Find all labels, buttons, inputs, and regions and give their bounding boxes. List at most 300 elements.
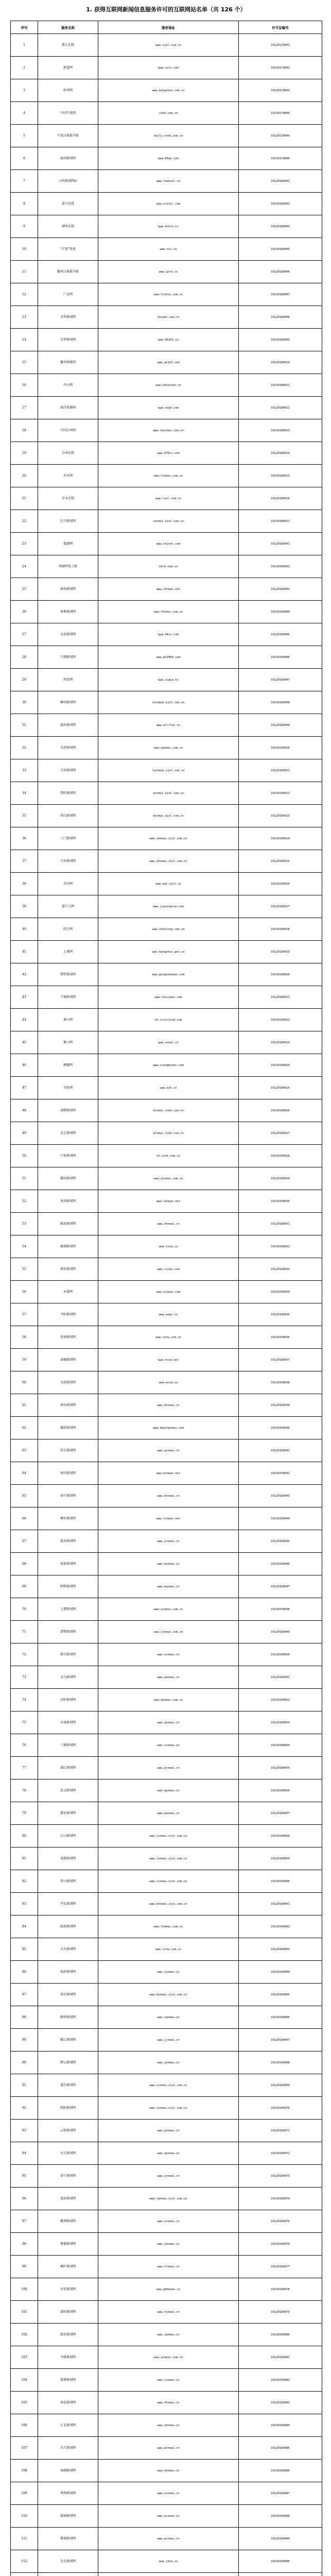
- cell-name: 文武新闻网: [38, 623, 98, 646]
- cell-license: 33120190048: [239, 1598, 322, 1621]
- cell-name: 台州在线: [38, 442, 98, 465]
- table-row: [11, 2460, 322, 2482]
- cell-seq: 97: [11, 2210, 38, 2233]
- cell-license: 33120180015: [239, 465, 322, 487]
- table-row: [11, 941, 322, 963]
- cell-name: 温州新闻网: [38, 147, 98, 170]
- cell-license: 33120190065: [239, 1984, 322, 2006]
- cell-name: 路桥新闻网: [38, 2006, 98, 2029]
- cell-license: 33120190005: [239, 623, 322, 646]
- cell-name: 平湖新闻网: [38, 646, 98, 669]
- cell-url: www.nhjnet.com: [98, 533, 239, 555]
- cell-name: 瑞洋资源网: [38, 397, 98, 419]
- table-row: [11, 1870, 322, 1893]
- cell-url: www.yynews.com.cn: [98, 2346, 239, 2369]
- table-row: [11, 215, 322, 238]
- cell-name: 吴兴新闻网: [38, 2437, 98, 2460]
- cell-license: 33120190021: [239, 986, 322, 1009]
- cell-license: 33120190062: [239, 1916, 322, 1938]
- cell-url: www.zhoushan.cn: [98, 374, 239, 397]
- table-row: [11, 1666, 322, 1689]
- cell-seq: 49: [11, 1122, 38, 1145]
- cell-name: 嘉善新闻网: [38, 1530, 98, 1553]
- table-row: [11, 1485, 322, 1507]
- cell-name: 嘉兴人网: [38, 895, 98, 918]
- cell-name: [38, 2573, 98, 2576]
- cell-seq: 39: [11, 895, 38, 918]
- cell-seq: 30: [11, 691, 38, 714]
- table-row: [11, 1235, 322, 1258]
- cell-url: www.txnews.net: [98, 1507, 239, 1530]
- cell-license: 33120190051: [239, 1666, 322, 1689]
- cell-license: 33120190080: [239, 2324, 322, 2346]
- cell-seq: 61: [11, 1394, 38, 1417]
- cell-url: www.nhnews.cn: [98, 2460, 239, 2482]
- cell-seq: 45: [11, 1031, 38, 1054]
- cell-seq: 2: [11, 57, 38, 79]
- cell-license: 33120190060: [239, 1870, 322, 1893]
- cell-url: www.qynews.cn: [98, 2142, 239, 2165]
- cell-url: www.wzpy.cn: [98, 1303, 239, 1326]
- cell-name: 三门新闻网: [38, 827, 98, 850]
- cell-license: 33120180014: [239, 442, 322, 465]
- table-row: [11, 1371, 322, 1394]
- cell-license: 33120190028: [239, 1145, 322, 1167]
- table-row: [11, 1734, 322, 1757]
- cell-name: 泰顺新闻网: [38, 1349, 98, 1371]
- cell-url: www.zjnews.com.cn: [98, 1621, 239, 1643]
- cell-name: 黄岩新闻网: [38, 1984, 98, 2006]
- table-row: [11, 1553, 322, 1575]
- cell-url: dsnews.zjol.com.cn: [98, 805, 239, 827]
- cell-license: 33120190074: [239, 2188, 322, 2210]
- table-row: [11, 125, 322, 147]
- table-row: [11, 57, 322, 79]
- cell-name: 金华新闻网: [38, 329, 98, 351]
- cell-seq: 100: [11, 2278, 38, 2301]
- cell-license: 33120180011: [239, 374, 322, 397]
- cell-license: 33120190067: [239, 2029, 322, 2052]
- cell-url: cnnb.com.cn: [98, 102, 239, 125]
- cell-url: www.dtnews.cn: [98, 1394, 239, 1417]
- table-row: [11, 2573, 322, 2576]
- cell-url: www.jynews.cn: [98, 2052, 239, 2074]
- cell-seq: 68: [11, 1553, 38, 1575]
- table-row: [11, 419, 322, 442]
- cell-name: 湘湖网: [38, 1054, 98, 1077]
- table-header-row: [11, 21, 322, 34]
- table-body: [11, 34, 322, 2576]
- cell-url: www.scnews.zjol.com.cn: [98, 2074, 239, 2097]
- cell-license: 33120190001: [239, 533, 322, 555]
- cell-url: www.lanews.cn: [98, 2324, 239, 2346]
- table-row: [11, 2301, 322, 2324]
- cell-license: 33120190088: [239, 2505, 322, 2528]
- table-row: [11, 1530, 322, 1553]
- cell-license: 33120190027: [239, 1122, 322, 1145]
- cell-license: 33120190050: [239, 1643, 322, 1666]
- cell-license: 33120190040: [239, 1417, 322, 1439]
- cell-license: 33120190076: [239, 2233, 322, 2256]
- cell-license: 33120190043: [239, 1485, 322, 1507]
- cell-seq: 42: [11, 963, 38, 986]
- cell-name: 椒江新闻网: [38, 2029, 98, 2052]
- cell-name: 嵊州新闻网: [38, 691, 98, 714]
- cell-name: 星木在线: [38, 487, 98, 510]
- cell-url: blnews.cnnb.com.cn: [98, 1122, 239, 1145]
- table-row: [11, 2392, 322, 2414]
- table-row: [11, 102, 322, 125]
- page-title: 1. 获得互联网新闻信息服务许可的互联网站名单（共 126 个）: [86, 6, 246, 13]
- license-table: [10, 21, 322, 2576]
- cell-seq: 54: [11, 1235, 38, 1258]
- table-row: [11, 1984, 322, 2006]
- cell-seq: 34: [11, 782, 38, 805]
- cell-url: www.lxnews.cn: [98, 1734, 239, 1757]
- cell-name: 瑞安新闻网: [38, 1258, 98, 1281]
- cell-license: 33120190004: [239, 601, 322, 623]
- cell-seq: 105: [11, 2392, 38, 2414]
- cell-name: 安吉新闻网: [38, 1439, 98, 1462]
- table-row: [11, 2324, 322, 2346]
- cell-seq: 56: [11, 1281, 38, 1303]
- cell-license: 33120190031: [239, 1213, 322, 1235]
- cell-license: 33120190017: [239, 895, 322, 918]
- cell-name: 海盐新闻网: [38, 1553, 98, 1575]
- table-row: [11, 1190, 322, 1213]
- cell-license: 33120190075: [239, 2210, 322, 2233]
- cell-url: www.yhnews.cn: [98, 2120, 239, 2142]
- cell-seq: 112: [11, 2550, 38, 2573]
- cell-license: 33120190086: [239, 2460, 322, 2482]
- cell-seq: 72: [11, 1643, 38, 1666]
- cell-seq: 14: [11, 329, 38, 351]
- cell-license: 33120180006: [239, 261, 322, 283]
- cell-seq: 55: [11, 1258, 38, 1281]
- cell-name: 岱山新闻网: [38, 805, 98, 827]
- cell-seq: 31: [11, 714, 38, 737]
- cell-name: 永嘉网: [38, 1281, 98, 1303]
- cell-name: 武义新闻网: [38, 1780, 98, 1802]
- cell-name: 奉化新闻网: [38, 2392, 98, 2414]
- cell-seq: 44: [11, 1009, 38, 1031]
- cell-seq: 9: [11, 215, 38, 238]
- cell-url: www.xcnews.cn: [98, 1643, 239, 1666]
- cell-license: 33120180001: [239, 170, 322, 193]
- cell-seq: 67: [11, 1530, 38, 1553]
- cell-name: 天台新闻网: [38, 1938, 98, 1961]
- cell-name: 景宁新闻网: [38, 2165, 98, 2188]
- cell-url: www.jnnews.cn: [98, 2165, 239, 2188]
- cell-seq: 71: [11, 1621, 38, 1643]
- cell-license: 33120180003: [239, 215, 322, 238]
- table-row: [11, 283, 322, 306]
- cell-url: www.lsol.com.cn: [98, 487, 239, 510]
- cell-license: 33120170003: [239, 79, 322, 102]
- cell-license: 33120190054: [239, 1734, 322, 1757]
- cell-seq: 90: [11, 2052, 38, 2074]
- cell-name: 广众网: [38, 283, 98, 306]
- cell-url: www.tsxw.net: [98, 1349, 239, 1371]
- cell-license: 33120190009: [239, 714, 322, 737]
- cell-url: www.ywnews.cn: [98, 1666, 239, 1689]
- cell-name: 庆元新闻网: [38, 2142, 98, 2165]
- cell-url: www.qdhnews.cn: [98, 2278, 239, 2301]
- table-row: [11, 873, 322, 895]
- cell-license: [239, 2573, 322, 2576]
- table-row: [11, 1394, 322, 1417]
- cell-url: www.cnjxol.com: [98, 193, 239, 215]
- table-row: [11, 1757, 322, 1780]
- table-row: [11, 805, 322, 827]
- cell-name: 遂昌新闻网: [38, 2074, 98, 2097]
- cell-seq: 95: [11, 2165, 38, 2188]
- cell-seq: 18: [11, 419, 38, 442]
- cell-name: 象山网: [38, 1031, 98, 1054]
- cell-url: www.csnews.zjol.com.cn: [98, 1870, 239, 1893]
- cell-seq: 46: [11, 1054, 38, 1077]
- table-row: [11, 1961, 322, 1984]
- cell-license: 33120190030: [239, 1190, 322, 1213]
- table-row: [11, 1303, 322, 1326]
- cell-name: 建德新闻网: [38, 2233, 98, 2256]
- cell-name: 瓯海新闻网: [38, 1213, 98, 1235]
- cell-name: 义乌新闻网: [38, 1666, 98, 1689]
- cell-license: 33120190079: [239, 2301, 322, 2324]
- cell-license: 33120190022: [239, 1009, 322, 1031]
- table-row: [11, 986, 322, 1009]
- cell-license: 33120190019: [239, 941, 322, 963]
- cell-license: 33120190002: [239, 555, 322, 578]
- cell-url: www.jsnews.cn: [98, 1530, 239, 1553]
- table-row: [11, 510, 322, 533]
- cell-seq: 3: [11, 79, 38, 102]
- cell-seq: 82: [11, 1870, 38, 1893]
- cell-name: 兰溪新闻网: [38, 1734, 98, 1757]
- cell-name: 奉都新闻网: [38, 601, 98, 623]
- table-row: [11, 1077, 322, 1099]
- cell-license: 33120190049: [239, 1621, 322, 1643]
- cell-name: 小时新闻网站: [38, 170, 98, 193]
- cell-url: www.yjnews.com: [98, 1281, 239, 1303]
- cell-name: 拱墅新闻网: [38, 963, 98, 986]
- cell-seq: 84: [11, 1916, 38, 1938]
- table-row: [11, 1825, 322, 1848]
- table-row: [11, 1643, 322, 1666]
- cell-seq: 66: [11, 1507, 38, 1530]
- cell-name: 宁海新闻网: [38, 1145, 98, 1167]
- cell-url: www.wcnews.cn: [98, 2528, 239, 2550]
- cell-name: 嵊泗新闻网: [38, 2210, 98, 2233]
- cell-seq: 64: [11, 1462, 38, 1485]
- cell-license: 33120190037: [239, 1349, 322, 1371]
- table-row: [11, 2006, 322, 2029]
- header-license: 许可证编号: [239, 21, 322, 34]
- table-row: [11, 1439, 322, 1462]
- cell-name: 下城新闻网: [38, 986, 98, 1009]
- cell-seq: 35: [11, 805, 38, 827]
- cell-url: lyxnews.zjol.com.cn: [98, 759, 239, 782]
- cell-name: 永康新闻网: [38, 1711, 98, 1734]
- header-seq: 序号: [11, 21, 38, 34]
- cell-name: 西瓜网: [38, 669, 98, 691]
- cell-license: 33120180016: [239, 487, 322, 510]
- cell-seq: 87: [11, 1984, 38, 2006]
- cell-name: 龙游新闻网: [38, 1848, 98, 1870]
- table-row: [11, 261, 322, 283]
- table-row: [11, 2528, 322, 2550]
- cell-name: 文成新闻网: [38, 1371, 98, 1394]
- cell-seq: 80: [11, 1825, 38, 1848]
- cell-seq: 75: [11, 1711, 38, 1734]
- cell-name: 温岭新闻网: [38, 714, 98, 737]
- cell-seq: 41: [11, 941, 38, 963]
- cell-seq: 24: [11, 555, 38, 578]
- cell-url: www.94sz.com: [98, 623, 239, 646]
- cell-url: www.ruian.com: [98, 1258, 239, 1281]
- cell-seq: 103: [11, 2346, 38, 2369]
- cell-name: 金华新闻网: [38, 306, 98, 329]
- cell-name: 嘉湖网: [38, 533, 98, 555]
- cell-url: www.xznews.cn: [98, 2482, 239, 2505]
- cell-name: 玉环新闻网: [38, 759, 98, 782]
- cell-seq: [11, 2573, 38, 2576]
- cell-license: 33120190045: [239, 1530, 322, 1553]
- cell-name: 浙江在线: [38, 34, 98, 57]
- cell-url: www.96331.cn: [98, 329, 239, 351]
- table-row: [11, 1938, 322, 1961]
- table-row: [11, 1575, 322, 1598]
- cell-seq: 38: [11, 873, 38, 895]
- table-row: [11, 397, 322, 419]
- cell-name: 江北新闻网: [38, 2414, 98, 2437]
- table-row: [11, 1122, 322, 1145]
- table-row: [11, 895, 322, 918]
- cell-url: www.nxnews.net: [98, 1462, 239, 1485]
- cell-license: 33120190059: [239, 1848, 322, 1870]
- cell-url: www.jbnews.cn: [98, 2414, 239, 2437]
- table-row: [11, 79, 322, 102]
- cell-seq: 88: [11, 2006, 38, 2029]
- cell-url: www.lqnews.cn: [98, 2006, 239, 2029]
- table-row: [11, 963, 322, 986]
- cell-name: 桐乡新闻网: [38, 1507, 98, 1530]
- table-row: [11, 193, 322, 215]
- cell-url: www.jdxw.cn: [98, 2550, 239, 2573]
- cell-url: daily.cnnb.com.cn: [98, 125, 239, 147]
- cell-url: www.smnews.zjol.com.cn: [98, 827, 239, 850]
- cell-url: www.lhnews.com.cn: [98, 1916, 239, 1938]
- cell-seq: 17: [11, 397, 38, 419]
- cell-url: www.eyh.cn: [98, 1077, 239, 1099]
- table-row: [11, 669, 322, 691]
- table-row: [11, 1848, 322, 1870]
- cell-name: 衢州日报数字报: [38, 261, 98, 283]
- cell-seq: 7: [11, 170, 38, 193]
- cell-url: www.yknews.cn: [98, 1711, 239, 1734]
- cell-license: 33120190035: [239, 1303, 322, 1326]
- cell-seq: 23: [11, 533, 38, 555]
- cell-url: www.kqnews.cn: [98, 1575, 239, 1598]
- cell-url: [98, 2573, 239, 2576]
- cell-name: 东阳新闻网: [38, 1689, 98, 1711]
- cell-url: www.lqnews.zjol.com.cn: [98, 2188, 239, 2210]
- cell-name: 浦江新闻网: [38, 1757, 98, 1780]
- cell-license: 33120190071: [239, 2120, 322, 2142]
- table-row: [11, 623, 322, 646]
- cell-seq: 106: [11, 2414, 38, 2437]
- table-row: [11, 465, 322, 487]
- table-row: [11, 1462, 322, 1485]
- cell-license: 33120190044: [239, 1507, 322, 1530]
- cell-name: 上虞新闻网: [38, 1598, 98, 1621]
- cell-license: 33120190046: [239, 1553, 322, 1575]
- cell-url: www.hoolo.tv: [98, 215, 239, 238]
- cell-url: www.gongshunews.com: [98, 963, 239, 986]
- cell-license: 33120180017: [239, 510, 322, 533]
- cell-seq: 50: [11, 1145, 38, 1167]
- cell-url: www.wynews.cn: [98, 1780, 239, 1802]
- cell-license: 33120190011: [239, 759, 322, 782]
- cell-license: 33120190015: [239, 850, 322, 873]
- cell-name: “宁波”电视: [38, 238, 98, 261]
- cell-license: 33120190064: [239, 1961, 322, 1984]
- cell-seq: 40: [11, 918, 38, 941]
- cell-license: 33120180005: [239, 238, 322, 261]
- table-row: [11, 691, 322, 714]
- cell-seq: 60: [11, 1371, 38, 1394]
- cell-seq: 16: [11, 374, 38, 397]
- cell-license: 33120190023: [239, 1031, 322, 1054]
- cell-seq: 13: [11, 306, 38, 329]
- cell-url: www.dynews.com.cn: [98, 1689, 239, 1711]
- cell-url: www.fynews.cn: [98, 2301, 239, 2324]
- table-row: [11, 2256, 322, 2278]
- table-row: [11, 578, 322, 601]
- cell-seq: 37: [11, 850, 38, 873]
- cell-seq: 58: [11, 1326, 38, 1349]
- cell-seq: 81: [11, 1848, 38, 1870]
- table-row: [11, 1507, 322, 1530]
- cell-license: 33120190018: [239, 918, 322, 941]
- cell-seq: 62: [11, 1417, 38, 1439]
- cell-url: cxnews.zjol.com.cn: [98, 510, 239, 533]
- cell-license: 33120190090: [239, 2550, 322, 2573]
- cell-name: 新蓝网: [38, 57, 98, 79]
- cell-license: 33120190073: [239, 2165, 322, 2188]
- cell-license: 33120190013: [239, 805, 322, 827]
- cell-name: 富阳新闻网: [38, 2301, 98, 2324]
- cell-url: www.lwnews.net: [98, 1190, 239, 1213]
- cell-url: www.hynews.cn: [98, 1553, 239, 1575]
- cell-license: 33120190069: [239, 2074, 322, 2097]
- table-row: [11, 442, 322, 465]
- cell-url: www.jsnews.zjol.com.cn: [98, 1825, 239, 1848]
- cell-license: 33120190014: [239, 827, 322, 850]
- table-row: [11, 2505, 322, 2528]
- cell-url: www.taizhou.com.cn: [98, 419, 239, 442]
- cell-name: 鹿城新闻网: [38, 1235, 98, 1258]
- table-row: [11, 1916, 322, 1938]
- cell-seq: 36: [11, 827, 38, 850]
- table-row: [11, 2369, 322, 2392]
- cell-url: nh.cnnb.com.cn: [98, 1145, 239, 1167]
- cell-seq: 86: [11, 1961, 38, 1984]
- cell-url: www.hzxcnews.com: [98, 986, 239, 1009]
- cell-name: 临海新闻网: [38, 1916, 98, 1938]
- cell-url: hsnews.cnnb.com.cn: [98, 1099, 239, 1122]
- cell-url: www.hangzhou.gov.cn: [98, 941, 239, 963]
